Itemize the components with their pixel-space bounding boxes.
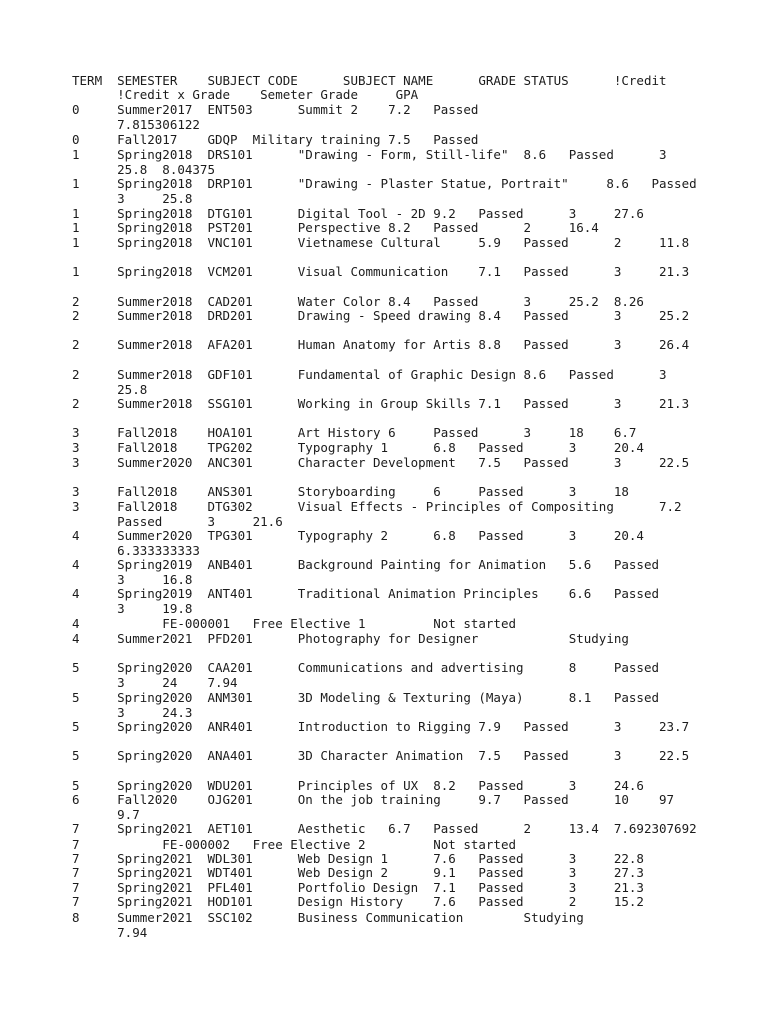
row-line: 5 Spring2020 CAA201 Communications and advertising 8 Passed — [72, 660, 659, 675]
row-line: 4 Summer2021 PFD201 Photography for Designer Studying — [72, 631, 629, 646]
row-continuation-line: 7.815306122 — [72, 117, 200, 132]
row-line: 2 Summer2018 AFA201 Human Anatomy for Artis 8.8 Passed 3 26.4 — [72, 337, 690, 352]
row-line: 7 Spring2021 AET101 Aesthetic 6.7 Passed 2 13.4 7.692307692 — [72, 821, 697, 836]
row-line: 4 Summer2020 TPG301 Typography 2 6.8 Passed 3 20.4 — [72, 528, 644, 543]
row-line: 1 Spring2018 PST201 Perspective 8.2 Passed 2 16.4 — [72, 220, 599, 235]
row-line: 2 Summer2018 DRD201 Drawing - Speed drawing 8.4 Passed 3 25.2 — [72, 308, 690, 323]
row-continuation-line: 3 25.8 — [72, 191, 193, 206]
row-continuation-line: 25.8 8.04375 — [72, 162, 215, 177]
row-continuation-line: 3 16.8 — [72, 572, 193, 587]
row-line: 5 Spring2020 ANA401 3D Character Animation 7.5 Passed 3 22.5 — [72, 748, 690, 763]
row-line: 3 Fall2018 HOA101 Art History 6 Passed 3 18 6.7 — [72, 425, 637, 440]
row-line: 4 FE-000001 Free Elective 1 Not started — [72, 616, 517, 631]
row-line: 0 Summer2017 ENT503 Summit 2 7.2 Passed — [72, 102, 479, 117]
row-line: 7 Spring2021 PFL401 Portfolio Design 7.1 Passed 3 21.3 — [72, 880, 644, 895]
row-line: 5 Spring2020 ANM301 3D Modeling & Texturing (Maya) 8.1 Passed — [72, 690, 659, 705]
row-line: 2 Summer2018 GDF101 Fundamental of Graphic Design 8.6 Passed 3 — [72, 367, 667, 382]
header-line-2: !Credit x Grade Semeter Grade GPA — [72, 87, 419, 102]
row-line: 2 Summer2018 SSG101 Working in Group Skills 7.1 Passed 3 21.3 — [72, 396, 690, 411]
header-line-1: TERM SEMESTER SUBJECT CODE SUBJECT NAME GRADE STATUS !Credit — [72, 73, 667, 88]
row-line: 7 Spring2021 WDL301 Web Design 1 7.6 Passed 3 22.8 — [72, 851, 644, 866]
row-continuation-line: 6.333333333 — [72, 543, 200, 558]
row-line: 1 Spring2018 VCM201 Visual Communication 7.1 Passed 3 21.3 — [72, 264, 690, 279]
row-line: 7 FE-000002 Free Elective 2 Not started — [72, 837, 517, 852]
row-line: 4 Spring2019 ANB401 Background Painting for Animation 5.6 Passed — [72, 557, 659, 572]
row-line: 3 Summer2020 ANC301 Character Development 7.5 Passed 3 22.5 — [72, 455, 690, 470]
row-line: 0 Fall2017 GDQP Military training 7.5 Passed — [72, 132, 479, 147]
row-line: 5 Spring2020 ANR401 Introduction to Rigging 7.9 Passed 3 23.7 — [72, 719, 690, 734]
row-line: 7 Spring2021 HOD101 Design History 7.6 Passed 2 15.2 — [72, 894, 644, 909]
row-line: 4 Spring2019 ANT401 Traditional Animation Principles 6.6 Passed — [72, 586, 659, 601]
row-continuation-line: 3 19.8 — [72, 601, 193, 616]
row-continuation-line: 3 24.3 — [72, 705, 193, 720]
row-line: 3 Fall2018 ANS301 Storyboarding 6 Passed 3 18 — [72, 484, 629, 499]
row-line: 8 Summer2021 SSC102 Business Communication Studying — [72, 910, 584, 925]
row-line: 1 Spring2018 DRS101 "Drawing - Form, Still-life" 8.6 Passed 3 — [72, 147, 667, 162]
row-line: 6 Fall2020 OJG201 On the job training 9.7 Passed 10 97 — [72, 792, 675, 807]
row-continuation-line: 25.8 — [72, 382, 148, 397]
row-continuation-line: 9.7 — [72, 807, 140, 822]
row-line: 2 Summer2018 CAD201 Water Color 8.4 Passed 3 25.2 8.26 — [72, 294, 644, 309]
row-line: 3 Fall2018 TPG202 Typography 1 6.8 Passed 3 20.4 — [72, 440, 644, 455]
row-continuation-line: Passed 3 21.6 — [72, 514, 283, 529]
row-line: 1 Spring2018 VNC101 Vietnamese Cultural 5.9 Passed 2 11.8 — [72, 235, 690, 250]
row-line: 7 Spring2021 WDT401 Web Design 2 9.1 Passed 3 27.3 — [72, 865, 644, 880]
row-line: 3 Fall2018 DTG302 Visual Effects - Principles of Compositing 7.2 — [72, 499, 682, 514]
row-line: 1 Spring2018 DRP101 "Drawing - Plaster Statue, Portrait" 8.6 Passed — [72, 176, 697, 191]
row-continuation-line: 7.94 — [72, 925, 148, 940]
row-line: 1 Spring2018 DTG101 Digital Tool - 2D 9.2 Passed 3 27.6 — [72, 206, 644, 221]
row-continuation-line: 3 24 7.94 — [72, 675, 238, 690]
row-line: 5 Spring2020 WDU201 Principles of UX 8.2 Passed 3 24.6 — [72, 778, 644, 793]
